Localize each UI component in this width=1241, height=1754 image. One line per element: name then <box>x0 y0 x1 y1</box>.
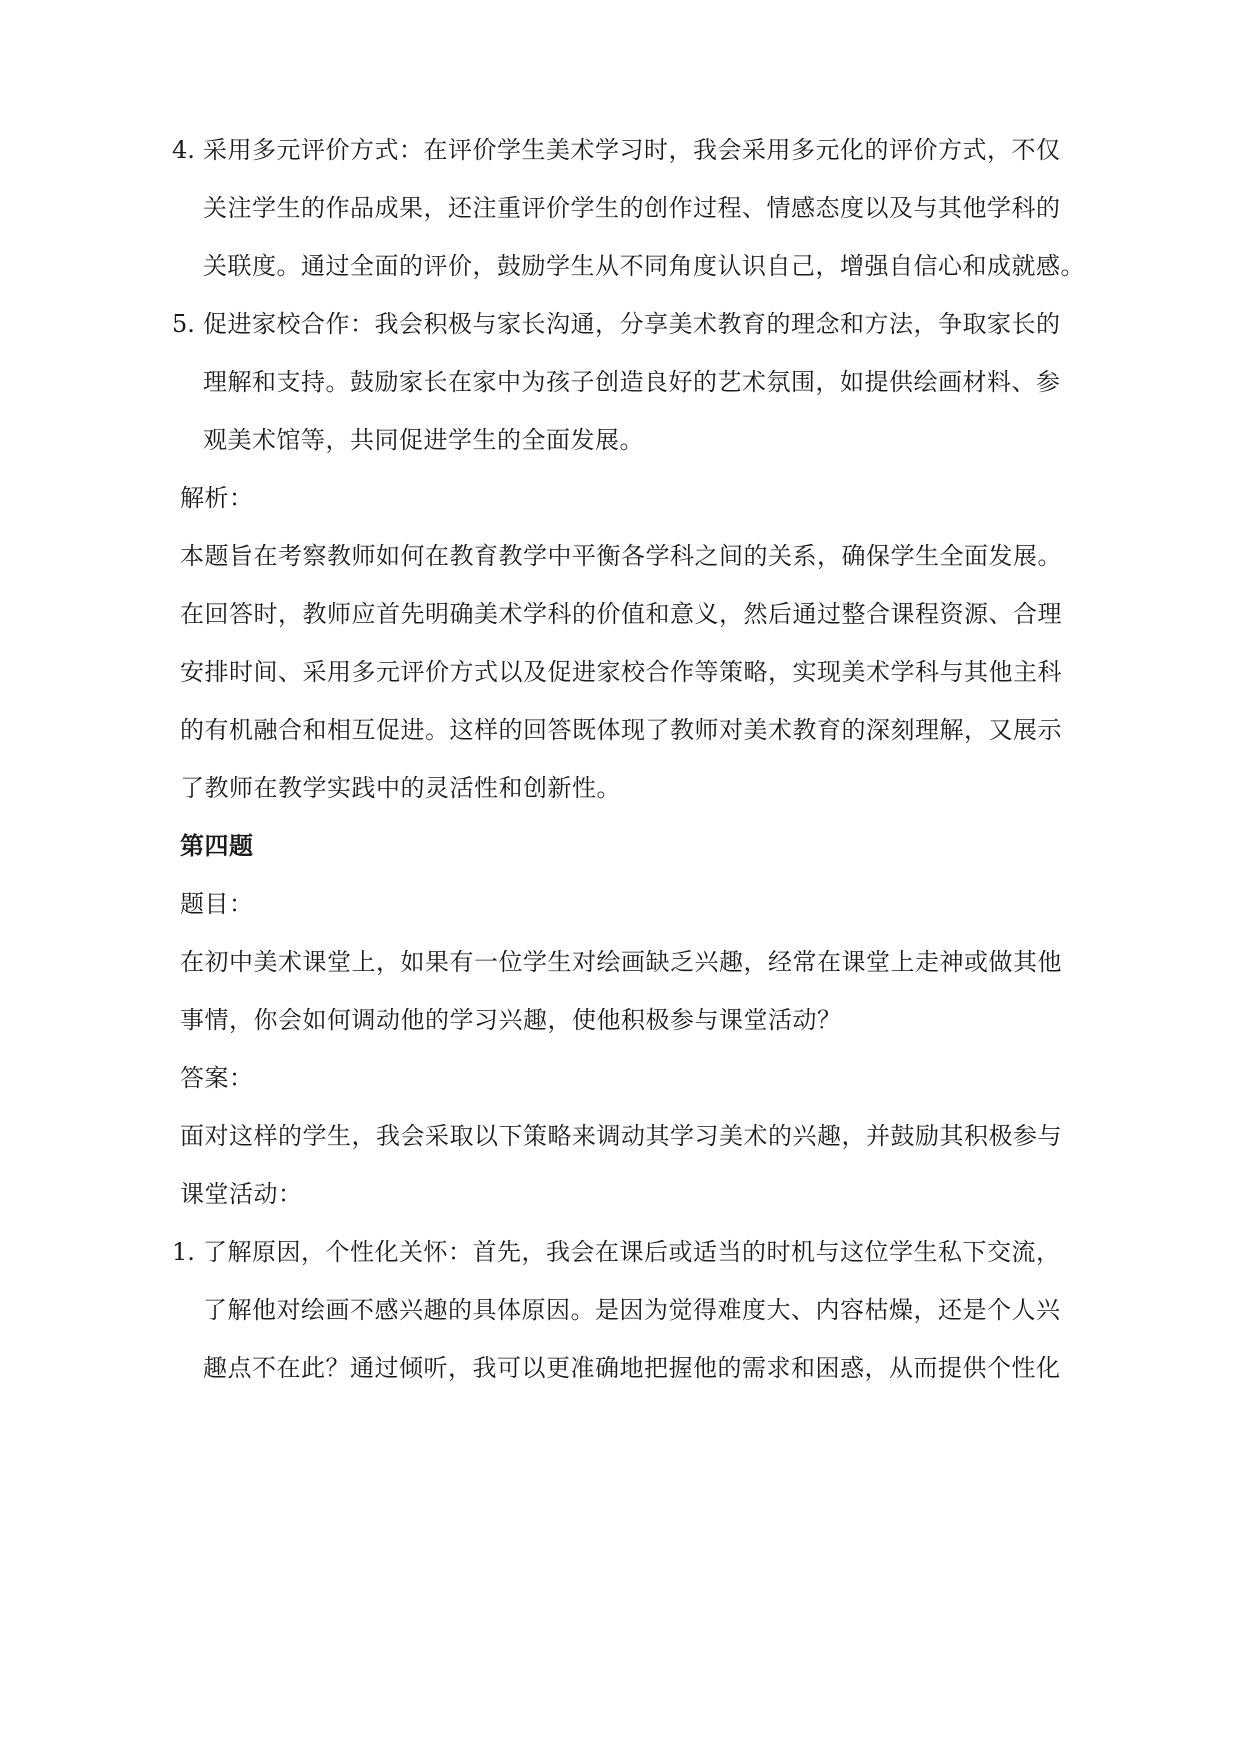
list-item-line: 理解和支持。鼓励家长在家中为孩子创造良好的艺术氛围，如提供绘画材料、参 <box>203 368 1061 396</box>
list-item-line: 趣点不在此？通过倾听，我可以更准确地把握他的需求和困惑，从而提供个性化 <box>203 1354 1061 1382</box>
section-title: 第四题 <box>180 831 254 860</box>
answer-line: 面对这样的学生，我会采取以下策略来调动其学习美术的兴趣，并鼓励其积极参与 <box>180 1122 1062 1150</box>
list-number: 1. <box>172 1238 195 1266</box>
question-label: 题目： <box>180 890 254 918</box>
list-item-line: 关联度。通过全面的评价，鼓励学生从不同角度认识自己，增强自信心和成就感。 <box>203 252 1085 280</box>
analysis-label: 解析： <box>180 484 254 512</box>
list-item-line: 关注学生的作品成果，还注重评价学生的创作过程、情感态度以及与其他学科的 <box>203 194 1061 222</box>
question-line: 事情，你会如何调动他的学习兴趣，使他积极参与课堂活动？ <box>180 1006 842 1034</box>
analysis-line: 在回答时，教师应首先明确美术学科的价值和意义，然后通过整合课程资源、合理 <box>180 600 1062 628</box>
question-line: 在初中美术课堂上，如果有一位学生对绘画缺乏兴趣，经常在课堂上走神或做其他 <box>180 948 1062 976</box>
answer-label: 答案： <box>180 1064 254 1092</box>
analysis-line: 本题旨在考察教师如何在教育教学中平衡各学科之间的关系，确保学生全面发展。 <box>180 542 1062 570</box>
analysis-line: 安排时间、采用多元评价方式以及促进家校合作等策略，实现美术学科与其他主科 <box>180 658 1062 686</box>
list-number: 4. <box>172 136 195 164</box>
list-item-line: 了解原因，个性化关怀：首先，我会在课后或适当的时机与这位学生私下交流， <box>203 1238 1061 1266</box>
answer-line: 课堂活动： <box>180 1180 303 1208</box>
analysis-line: 的有机融合和相互促进。这样的回答既体现了教师对美术教育的深刻理解，又展示 <box>180 716 1062 744</box>
list-item-line: 采用多元评价方式：在评价学生美术学习时，我会采用多元化的评价方式，不仅 <box>203 136 1061 164</box>
list-item-line: 观美术馆等，共同促进学生的全面发展。 <box>203 426 644 454</box>
list-item-line: 了解他对绘画不感兴趣的具体原因。是因为觉得难度大、内容枯燥，还是个人兴 <box>203 1296 1061 1324</box>
list-item-line: 促进家校合作：我会积极与家长沟通，分享美术教育的理念和方法，争取家长的 <box>203 310 1061 338</box>
analysis-line: 了教师在教学实践中的灵活性和创新性。 <box>180 774 621 802</box>
list-number: 5. <box>172 310 195 338</box>
